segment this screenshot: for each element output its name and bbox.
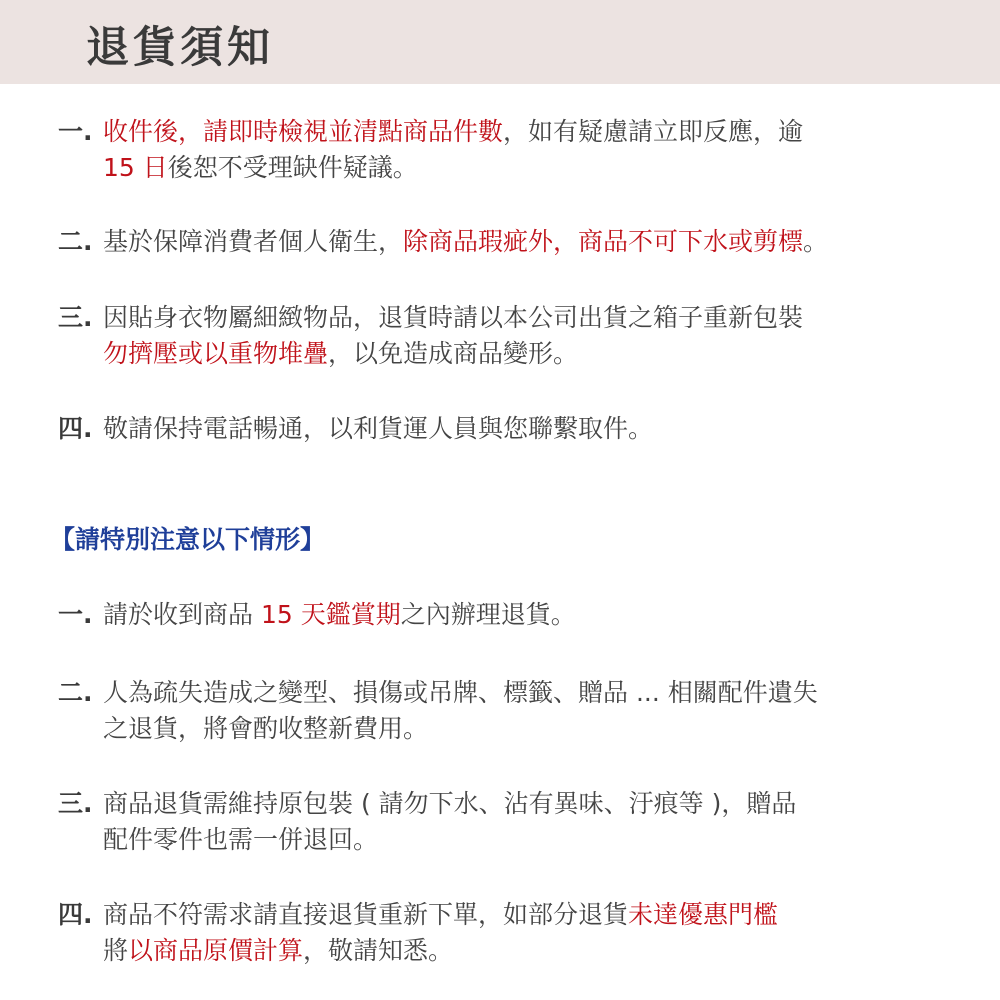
item-marker: 一. bbox=[58, 600, 93, 629]
text-segment: 配件零件也需一併退回。 bbox=[103, 825, 379, 854]
special-item-3 bbox=[58, 786, 796, 858]
text-segment: 請於收到商品 bbox=[103, 600, 261, 629]
text-segment: 之退貨，將會酌收整新費用。 bbox=[103, 714, 429, 743]
text-segment: 15 日 bbox=[103, 153, 168, 182]
notice-item-line bbox=[58, 300, 803, 336]
text-segment: 。 bbox=[803, 227, 829, 256]
text-segment: 勿擠壓或以重物堆疊 bbox=[103, 339, 329, 368]
item-marker: 二. bbox=[58, 227, 93, 256]
notice-item-2 bbox=[58, 224, 828, 260]
notice-item-3 bbox=[58, 300, 803, 372]
notice-item-4 bbox=[58, 411, 653, 447]
text-segment: ，敬請知悉。 bbox=[303, 936, 454, 965]
page-title: 退貨須知 bbox=[86, 23, 274, 73]
notice-item-line bbox=[58, 150, 803, 186]
text-segment: 之內辦理退貨。 bbox=[400, 600, 576, 629]
item-marker: 三. bbox=[58, 789, 93, 818]
special-item-line bbox=[58, 711, 818, 747]
item-marker: 三. bbox=[58, 303, 93, 332]
item-marker: 四. bbox=[58, 414, 93, 443]
text-segment: 以商品原價計算 bbox=[128, 936, 304, 965]
special-item-line bbox=[58, 786, 796, 822]
notice-item-line bbox=[58, 336, 803, 372]
text-segment: 商品退貨需維持原包裝 ( 請勿下水、沾有異味、汙痕等 )，贈品 bbox=[103, 789, 797, 818]
text-segment: 除商品瑕疵外，商品不可下水或剪標 bbox=[403, 227, 804, 256]
notice-item-line bbox=[58, 114, 803, 150]
notice-item-line bbox=[58, 411, 653, 447]
text-segment: 收件後，請即時檢視並清點商品件數 bbox=[103, 117, 504, 146]
item-marker: 二. bbox=[58, 678, 93, 707]
text-segment: 基於保障消費者個人衛生， bbox=[103, 227, 404, 256]
special-item-line bbox=[58, 675, 818, 711]
special-item-1 bbox=[58, 597, 576, 633]
item-marker: 一. bbox=[58, 117, 93, 146]
text-segment: ，以免造成商品變形。 bbox=[328, 339, 579, 368]
item-marker: 四. bbox=[58, 900, 93, 929]
text-segment: ，如有疑慮請立即反應，逾 bbox=[503, 117, 804, 146]
special-item-2 bbox=[58, 675, 818, 747]
notice-item-line bbox=[58, 224, 828, 260]
text-segment: 後恕不受理缺件疑議。 bbox=[167, 153, 418, 182]
text-segment: 15 天鑑賞期 bbox=[260, 600, 401, 629]
text-segment: 因貼身衣物屬細緻物品，退貨時請以本公司出貨之箱子重新包裝 bbox=[103, 303, 804, 332]
text-segment: 敬請保持電話暢通，以利貨運人員與您聯繫取件。 bbox=[103, 414, 654, 443]
special-item-line bbox=[58, 822, 796, 858]
special-item-line bbox=[58, 933, 778, 969]
text-segment: 將 bbox=[103, 936, 129, 965]
special-item-line bbox=[58, 897, 778, 933]
special-item-4 bbox=[58, 897, 778, 969]
text-segment: 未達優惠門檻 bbox=[628, 900, 779, 929]
header-banner bbox=[0, 0, 1000, 84]
notice-item-1 bbox=[58, 114, 803, 186]
text-segment: 商品不符需求請直接退貨重新下單，如部分退貨 bbox=[103, 900, 629, 929]
special-item-line bbox=[58, 597, 576, 633]
special-notice-heading: 【請特別注意以下情形】 bbox=[50, 525, 326, 554]
text-segment: 人為疏失造成之變型、損傷或吊牌、標籤、贈品 ... 相關配件遺失 bbox=[103, 678, 818, 707]
